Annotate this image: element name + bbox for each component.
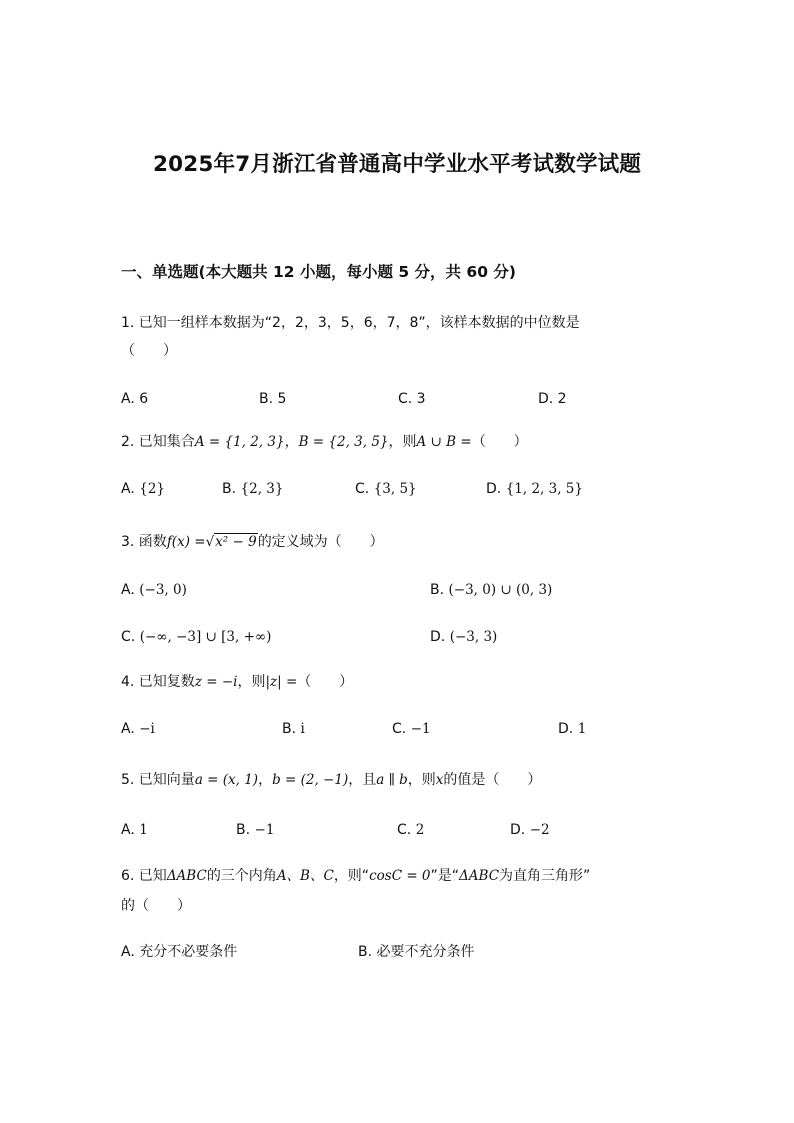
- question-2-option-a-value: {2}: [139, 481, 166, 497]
- question-5-option-b-value: −1: [254, 822, 275, 838]
- question-2-option-c: [355, 479, 417, 499]
- question-2-suffix: （ ）: [471, 434, 528, 450]
- question-6-suffix: 为直角三角形”: [499, 868, 591, 884]
- question-2-option-c-label: C.: [355, 481, 370, 497]
- question-2-option-d: [486, 479, 583, 499]
- question-5-mid2: ，则: [407, 772, 436, 788]
- question-3-func: f(x) =: [166, 534, 206, 550]
- question-5-option-c: [397, 820, 424, 840]
- question-2-option-d-label: D.: [486, 481, 502, 497]
- question-5-mid: ，且: [348, 772, 377, 788]
- question-2-mid: ，则: [388, 434, 417, 450]
- question-2-sep: ，: [284, 434, 299, 450]
- question-2-option-b-label: B.: [222, 481, 237, 497]
- question-1-stem: 1. 已知一组样本数据为“2，2，3，5，6，7，8”，该样本数据的中位数是: [121, 315, 580, 331]
- question-5-option-a-label: A.: [121, 822, 135, 838]
- question-5-option-d-value: −2: [529, 822, 550, 838]
- question-3-radicand: x² − 9: [215, 534, 257, 550]
- question-3-option-b-value: (−3, 0) ∪ (0, 3): [448, 582, 553, 598]
- question-5-option-d: [510, 820, 550, 840]
- question-5-vec-a: a = (x, 1): [194, 772, 259, 788]
- question-5-prefix: 5. 已知向量: [121, 772, 195, 788]
- question-4-option-c-label: C.: [392, 721, 407, 737]
- question-2-option-b: [222, 479, 283, 499]
- question-4-option-a: [121, 719, 155, 739]
- question-3-option-b-label: B.: [430, 582, 445, 598]
- question-2-option-d-value: {1, 2, 3, 5}: [505, 481, 583, 497]
- question-2-option-c-value: {3, 5}: [373, 481, 417, 497]
- question-6-option-b: B. 必要不充分条件: [358, 944, 475, 960]
- question-5-sep: ，: [258, 772, 273, 788]
- question-3-option-c: [121, 627, 271, 647]
- question-3-option-c-label: C.: [121, 629, 136, 645]
- question-5-option-c-label: C.: [397, 822, 412, 838]
- question-5-option-b: [236, 820, 274, 840]
- question-2-expr: A ∪ B =: [416, 434, 472, 450]
- question-5-suffix: 的值是（ ）: [443, 772, 542, 788]
- question-4-option-d-label: D.: [558, 721, 574, 737]
- question-3-option-d-value: (−3, 3): [449, 629, 498, 645]
- question-3-option-d: [430, 627, 497, 647]
- question-3-option-a: [121, 580, 187, 600]
- question-1-option-a: A. 6: [121, 391, 149, 407]
- question-4-suffix: （ ）: [297, 674, 354, 690]
- question-4-option-c-value: −1: [410, 721, 431, 737]
- question-4-option-b-label: B.: [282, 721, 297, 737]
- question-2-option-a-label: A.: [121, 481, 135, 497]
- question-5-option-a-value: 1: [139, 822, 148, 838]
- question-2-option-b-value: {2, 3}: [240, 481, 284, 497]
- question-3-option-a-value: (−3, 0): [139, 582, 187, 598]
- question-5-parallel: a ∥ b: [376, 772, 408, 788]
- question-2-set-a: A = {1, 2, 3}: [194, 434, 285, 450]
- question-3-prefix: 3. 函数: [121, 534, 167, 550]
- question-4-abs: |z| =: [265, 674, 298, 690]
- question-2-set-b: B = {2, 3, 5}: [298, 434, 389, 450]
- question-4-option-a-value: −i: [139, 721, 155, 737]
- question-3-option-c-value: (−∞, −3] ∪ [3, +∞): [139, 629, 272, 645]
- question-4-z-def: z = −i: [194, 674, 238, 690]
- question-6-mid2: ，则“: [333, 868, 370, 884]
- question-3-option-b: [430, 580, 552, 600]
- question-1-option-b: B. 5: [259, 391, 287, 407]
- question-6-prefix: 6. 已知: [121, 868, 167, 884]
- question-6-mid: 的三个内角: [206, 868, 277, 884]
- question-5-var: x: [435, 772, 444, 788]
- question-2-stem: [121, 432, 528, 452]
- question-6-angles: A、B、C: [276, 868, 334, 884]
- exam-title: 2025年7月浙江省普通高中学业水平考试数学试题: [152, 152, 642, 177]
- question-5-option-c-value: 2: [415, 822, 425, 838]
- question-4-option-d-value: 1: [577, 721, 587, 737]
- question-6-triangle: ΔABC: [166, 868, 207, 884]
- question-4-option-c: [392, 719, 431, 739]
- question-4-mid: ，则: [237, 674, 266, 690]
- question-5-vec-b: b = (2, −1): [272, 772, 349, 788]
- question-1-answer-paren: （ ）: [121, 343, 177, 359]
- question-6-stem: [121, 866, 590, 886]
- question-1-option-d: D. 2: [538, 391, 567, 407]
- question-6-option-a: A. 充分不必要条件: [121, 944, 238, 960]
- question-4-prefix: 4. 已知复数: [121, 674, 195, 690]
- question-6-triangle-2: ΔABC: [459, 868, 500, 884]
- question-4-option-d: [558, 719, 586, 739]
- question-3-option-d-label: D.: [430, 629, 446, 645]
- question-6-condition: cosC = 0: [369, 868, 431, 884]
- question-2-option-a: [121, 479, 165, 499]
- question-5-option-d-label: D.: [510, 822, 526, 838]
- question-5-option-a: [121, 820, 148, 840]
- question-4-option-b: [282, 719, 305, 739]
- question-4-option-b-value: i: [300, 721, 305, 737]
- question-4-stem: [121, 672, 353, 692]
- question-5-option-b-label: B.: [236, 822, 251, 838]
- question-4-option-a-label: A.: [121, 721, 135, 737]
- question-2-prefix: 2. 已知集合: [121, 434, 195, 450]
- question-3-stem: 3. 函数f(x) =√x² − 9的定义域为（ ）: [121, 534, 384, 550]
- question-3-suffix: 的定义域为（ ）: [257, 534, 384, 550]
- question-6-mid3: ”是“: [430, 868, 460, 884]
- section-heading: 一、单选题(本大题共 12 小题，每小题 5 分，共 60 分): [121, 263, 516, 281]
- question-1-option-c: C. 3: [398, 391, 426, 407]
- question-5-stem: [121, 770, 541, 790]
- question-6-stem-line2: 的（ ）: [121, 898, 191, 914]
- question-3-option-a-label: A.: [121, 582, 135, 598]
